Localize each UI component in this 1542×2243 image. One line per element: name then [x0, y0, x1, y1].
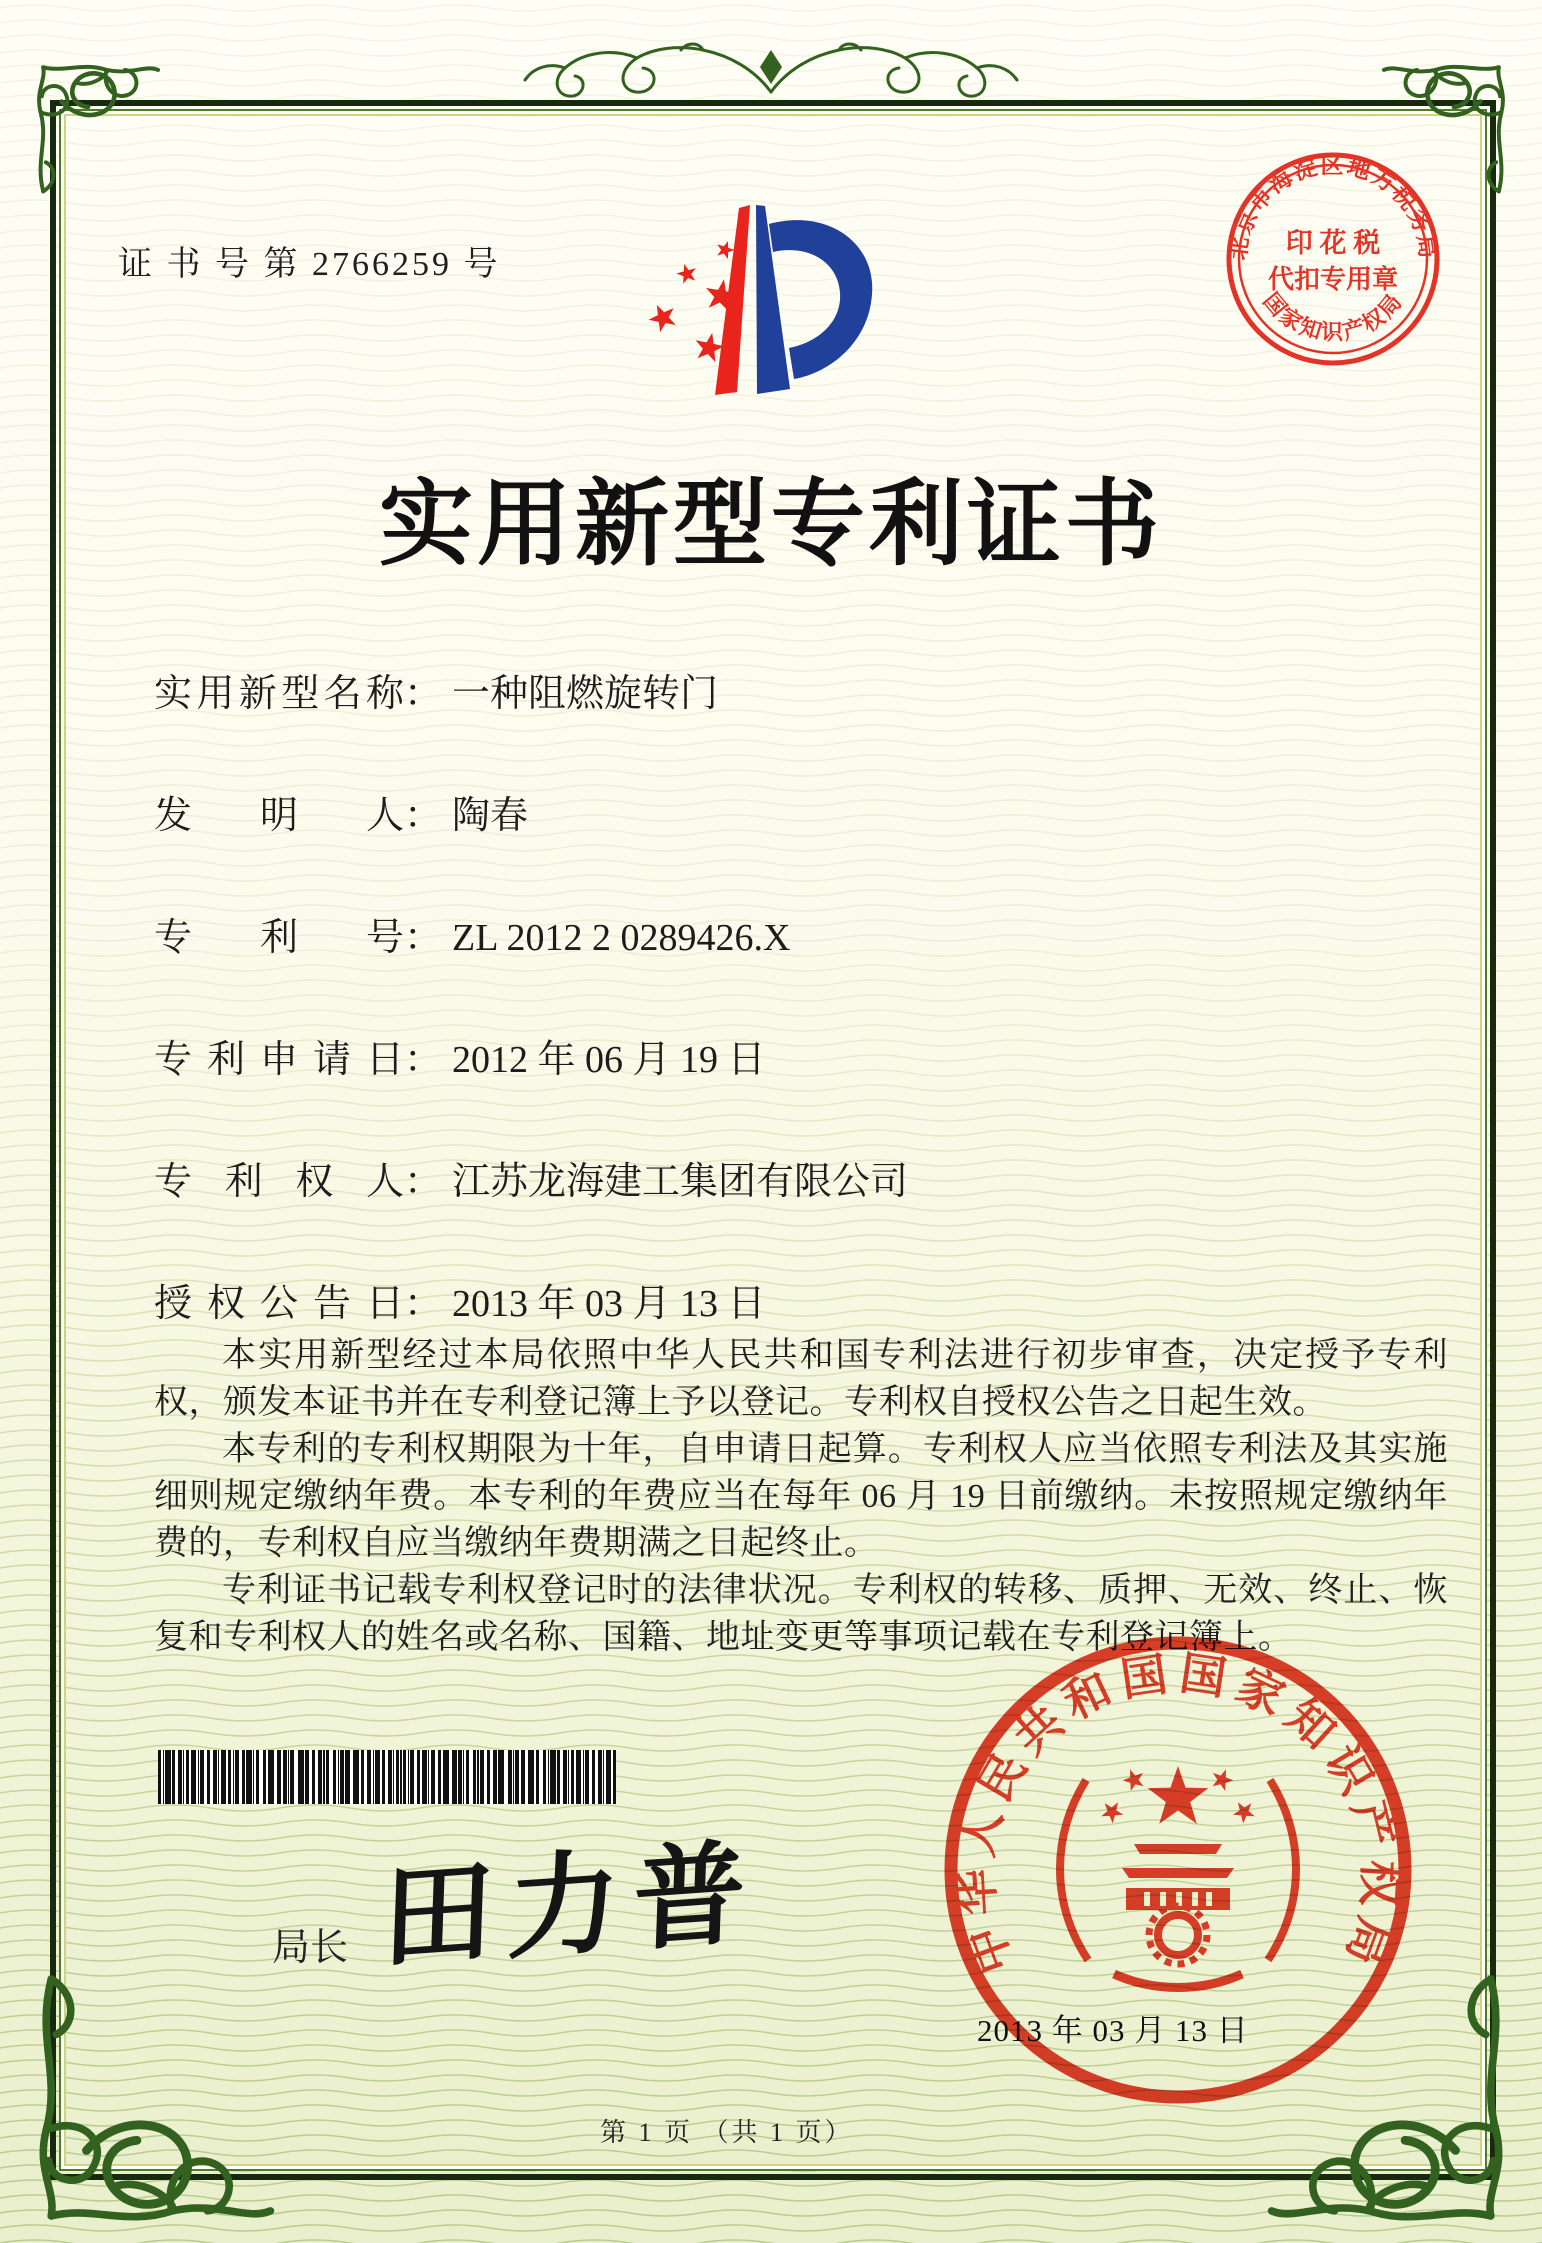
stamp-arc-top-text: 北京市海淀区地方税务局 [1225, 152, 1441, 262]
field-label: 实用新型名称 [154, 673, 404, 715]
field-label: 专利申请日 [154, 1039, 404, 1081]
field-value: 2013 年 03 月 13 日 [452, 1283, 766, 1325]
field-row-patent-number [154, 906, 790, 961]
stamp-center-line2: 代扣专用章 [1267, 265, 1399, 294]
field-colon: ： [404, 1283, 443, 1325]
body-paragraph-2: 本专利的专利权期限为十年，自申请日起算。专利权人应当依照专利法及其实施细则规定缴纳年费。本专利的年费应当在每年 06 月 19 日前缴纳。未按照规定缴纳年费的，专利权自应当缴纳年费期满之日起终止。 [154, 1431, 1448, 1562]
field-colon: ： [404, 795, 443, 837]
signer-title: 局长 [272, 1927, 349, 1969]
field-row-grant-date [154, 1272, 766, 1327]
cnipa-patent-logo-icon [633, 196, 883, 410]
director-signature: 田力普 [379, 1831, 762, 1983]
national-emblem-icon [1060, 1765, 1296, 1987]
certificate-title: 实用新型专利证书 [378, 473, 1163, 577]
field-value: 陶春 [452, 795, 529, 837]
field-row-utility-model-name [154, 662, 718, 717]
svg-text:中华人民共和国国家知识产权局 [950, 1648, 1406, 1981]
field-label: 专利号 [154, 917, 404, 959]
field-value: 江苏龙海建工集团有限公司 [452, 1161, 909, 1203]
top-center-ornament [521, 28, 1021, 112]
field-colon: ： [404, 917, 443, 959]
field-value: 一种阻燃旋转门 [452, 673, 719, 715]
field-row-inventor [154, 784, 528, 839]
field-label: 发明人 [154, 795, 404, 837]
body-paragraph-1: 本实用新型经过本局依照中华人民共和国专利法进行初步审查，决定授予专利权，颁发本证书并在专利登记簿上予以登记。专利权自授权公告之日起生效。 [154, 1337, 1448, 1421]
field-colon: ： [404, 673, 443, 715]
field-colon: ： [404, 1161, 443, 1203]
stamp-center-line1: 印 花 税 [1285, 228, 1381, 258]
seal-ring-text: 中华人民共和国国家知识产权局 [949, 1647, 1407, 1981]
seal-date: 2013 年 03 月 13 日 [977, 2013, 1249, 2048]
page-footer: 第 1 页 （共 1 页） [600, 2118, 854, 2147]
stamp-arc-bottom-text: 国家知识产权局 [1258, 288, 1408, 345]
certificate-barcode [158, 1750, 616, 1804]
field-value: ZL 2012 2 0289426.X [452, 917, 791, 959]
body-paragraph-3: 专利证书记载专利权登记时的法律状况。专利权的转移、质押、无效、终止、恢复和专利权人的姓名或名称、国籍、地址变更等事项记载在专利登记簿上。 [154, 1572, 1448, 1656]
corner-flourish-top-left [30, 62, 162, 194]
field-value: 2012 年 06 月 19 日 [452, 1039, 766, 1081]
field-row-filing-date [154, 1028, 766, 1083]
field-row-patentee [154, 1150, 908, 1205]
tax-stamp-seal [1222, 148, 1444, 370]
corner-flourish-bottom-left [26, 1974, 278, 2226]
field-label: 专利权人 [154, 1161, 404, 1203]
field-label: 授权公告日 [154, 1283, 404, 1325]
ornament-diamond [760, 50, 782, 84]
legal-text-block [154, 1332, 1448, 1661]
field-colon: ： [404, 1039, 443, 1081]
certificate-number: 证 书 号 第 2766259 号 [118, 246, 501, 283]
